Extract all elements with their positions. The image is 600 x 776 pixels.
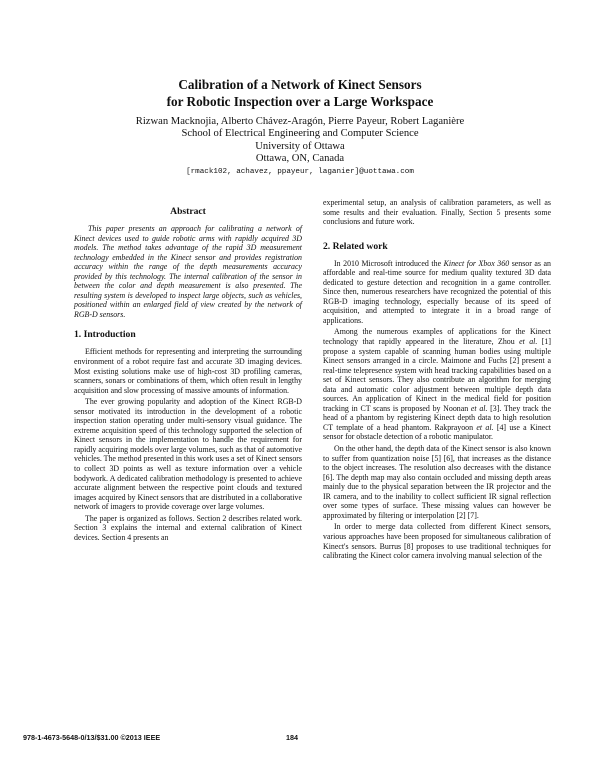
abstract-text: This paper presents an approach for calibrating a network of Kinect devices used to guide robotic arms with rapidly acquired 3D models. The method takes advantage of the rapid 3D measurement technology embedded in the Kinect sensor and provides registration accuracy within the range of the depth measurements accuracy provided by this technology. The internal calibration of the sensor in between the color and depth measurement is also presented. The resulting system is developed to inspect large objects, such as vehicles, positioned within an enlarged field of view created by the network of RGB-D sensors. bbox=[74, 224, 302, 319]
title-line-2: for Robotic Inspection over a Large Workspace bbox=[166, 94, 434, 109]
related-work-paragraph-1: In 2010 Microsoft introduced the Kinect for Xbox 360 sensor as an affordable and real-time source for medium quality textured 3D data dedicated to gesture detection and recognition in a game controller. Since then, numerous researchers have recognized the potential of this RGB-D imaging technology, especially because of its speed of acquisition, and attempted to integrate it in a broad range of applications. bbox=[323, 258, 551, 325]
author-names: Rizwan Macknojia, Alberto Chávez-Aragón, Pierre Payeur, Robert Laganière bbox=[135, 116, 465, 127]
left-column bbox=[74, 206, 302, 544]
page-number: 184 bbox=[286, 733, 298, 742]
introduction-paragraph-1: Efficient methods for representing and interpreting the surrounding environment of a robot require fast and accurate 3D imaging devices. Most existing solutions make use of high-cost 3D profiling cameras, scanners, sonars or combinations of them, which often result in lengthy acquisition and slow processing of massive amounts of information. bbox=[74, 347, 302, 395]
paper-title bbox=[0, 76, 600, 110]
affiliation-location: Ottawa, ON, Canada bbox=[255, 153, 345, 165]
author-block bbox=[0, 116, 600, 179]
related-work-paragraph-4: In order to merge data collected from different Kinect sensors, various approaches have been proposed for simultaneous calibration of Kinect's sensors. Burrus [8] proposes to use traditional techniques for calibrating the Kinect color camera involving manual selection of the bbox=[323, 522, 551, 561]
introduction-paragraph-2: The ever growing popularity and adoption of the Kinect RGB-D sensor motivated its introduction in the development of a robotic inspection station operating under multi-sensory visual guidance. The extreme acquisition speed of this technology supported the selection of Kinect sensors in the implementation to handle the requirement for rapidly acquiring models over large volumes, such as that of automotive vehicles. The method presented in this work uses a set of Kinect sensors to collect 3D points as well as texture information over a vehicle bodywork. A dedicated calibration methodology is presented to achieve accurate alignment between the respective point clouds and textured images acquired by Kinect sensors that are distributed in a collaborative network of imagers to provide coverage over large volumes. bbox=[74, 397, 302, 512]
related-work-paragraph-2: Among the numerous examples of applications for the Kinect technology that rapidly appeared in the literature, Zhou et al. [1] propose a system capable of scanning human bodies using multiple Kinect sensors arranged in a circle. Maimone and Fuchs [2] present a real-time telepresence system with head tracking capabilities based on a set of Kinect sensors. They also contribute an algorithm for merging data and automatic color adjustment between multiple depth data sources. An application of Kinect in the medical field for position tracking in CT scans is proposed by Noonan et al. [3]. They track the head of a phantom by registering Kinect depth data to high resolution CT template of a head phantom. Rakprayoon et al. [4] use a Kinect sensor for obstacle detection of a robotic manipulator. bbox=[323, 327, 551, 442]
related-work-heading: 2. Related work bbox=[323, 240, 388, 252]
right-column bbox=[323, 198, 551, 563]
abstract-heading: Abstract bbox=[170, 206, 206, 217]
footer-isbn: 978-1-4673-5648-0/13/$31.00 ©2013 IEEE bbox=[23, 733, 161, 742]
affiliation-university: University of Ottawa bbox=[255, 140, 345, 152]
author-emails: [rmack102, achavez, ppayeur, laganier]@uottawa.com bbox=[186, 167, 414, 176]
related-work-paragraph-3: On the other hand, the depth data of the Kinect sensor is also known to suffer from quantization noise [5] [6], that increases as the distance to the object increases. The resolution also decreases with the distance [6]. The depth map may also contain occluded and missing depth areas mainly due to the physical separation between the IR projector and the IR camera, and to the inability to collect sufficient IR signal reflection over some types of surface. These missing values can however be approximated by filtering or interpolation [2] [7]. bbox=[323, 444, 551, 520]
introduction-paragraph-3: The paper is organized as follows. Section 2 describes related work. Section 3 explains the internal and external calibration of Kinect devices. Section 4 presents an bbox=[74, 513, 302, 542]
title-line-1: Calibration of a Network of Kinect Sensors bbox=[178, 77, 422, 92]
affiliation-school: School of Electrical Engineering and Computer Science bbox=[181, 128, 419, 140]
introduction-paragraph-3-continued: experimental setup, an analysis of calibration parameters, as well as some results and their evaluation. Finally, Section 5 presents some conclusions and future work. bbox=[323, 198, 551, 227]
kinect-product-name: Kinect for Xbox 360 bbox=[443, 258, 510, 268]
introduction-heading: 1. Introduction bbox=[74, 329, 136, 341]
